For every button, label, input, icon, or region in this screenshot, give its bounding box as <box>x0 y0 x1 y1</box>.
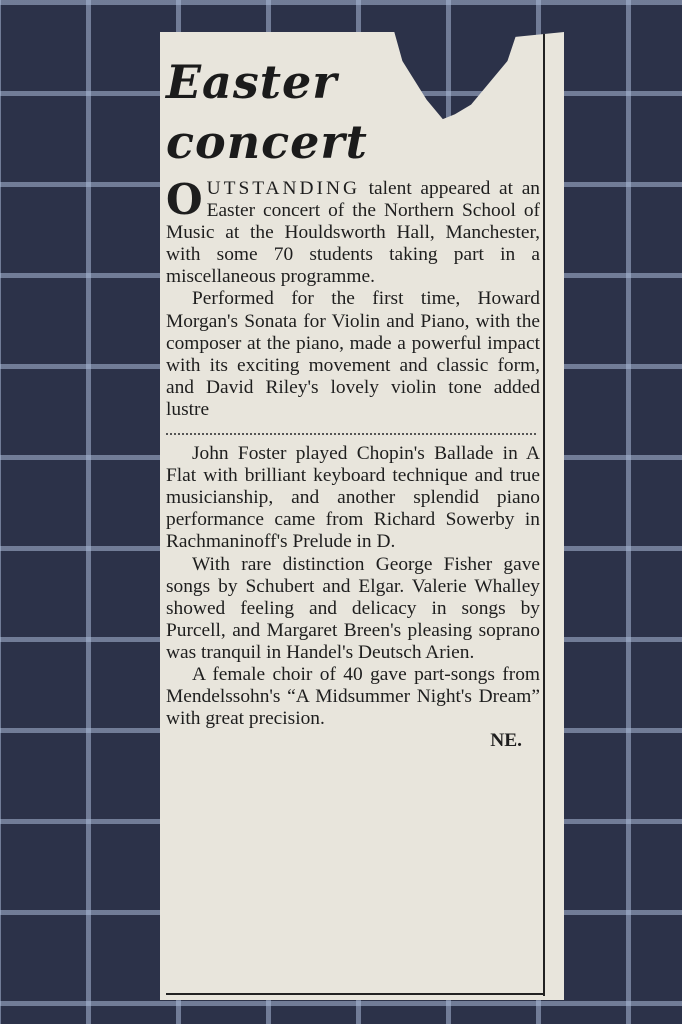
drop-cap: O <box>166 175 203 224</box>
article-body <box>166 175 540 752</box>
paragraph-1-lead: UTSTANDING <box>206 178 360 199</box>
cut-off-line <box>166 423 536 435</box>
paragraph-1-text: talent appeared at an Easter concert of the Northern School of Music at the Houldsworth Hall, Manchester, with some 70 students taking part in a miscellaneous programme. <box>166 178 540 288</box>
author-initials: NE. <box>490 730 522 752</box>
paragraph-3: John Foster played Chopin's Ballade in A Flat with brilliant keyboard technique and true musicianship, and another splendid piano performance came from Richard Sowerby in Rachmaninoff's Prelude in D. <box>166 443 540 553</box>
paragraph-2: Performed for the first time, Howard Morgan's Sonata for Violin and Piano, with the composer at the piano, made a powerful impact with its exciting movement and classic form, and David Riley's lovely violin tone added lustre <box>166 288 540 420</box>
headline-line-1: Easter <box>166 55 338 109</box>
column-rule-bottom <box>166 993 544 995</box>
paragraph-1 <box>166 175 540 288</box>
headline <box>166 52 466 172</box>
headline-line-2: concert <box>166 115 368 169</box>
paragraph-5: A female choir of 40 gave part-songs from Mendelssohn's “A Midsummer Night's Dream” with great precision. <box>166 663 540 730</box>
column-rule-right <box>543 34 545 996</box>
paragraph-4: With rare distinction George Fisher gave songs by Schubert and Elgar. Valerie Whalley showed feeling and delicacy in songs by Purcell, and Margaret Breen's pleasing soprano was tranquil in Handel's Deutsch Arien. <box>166 553 540 663</box>
